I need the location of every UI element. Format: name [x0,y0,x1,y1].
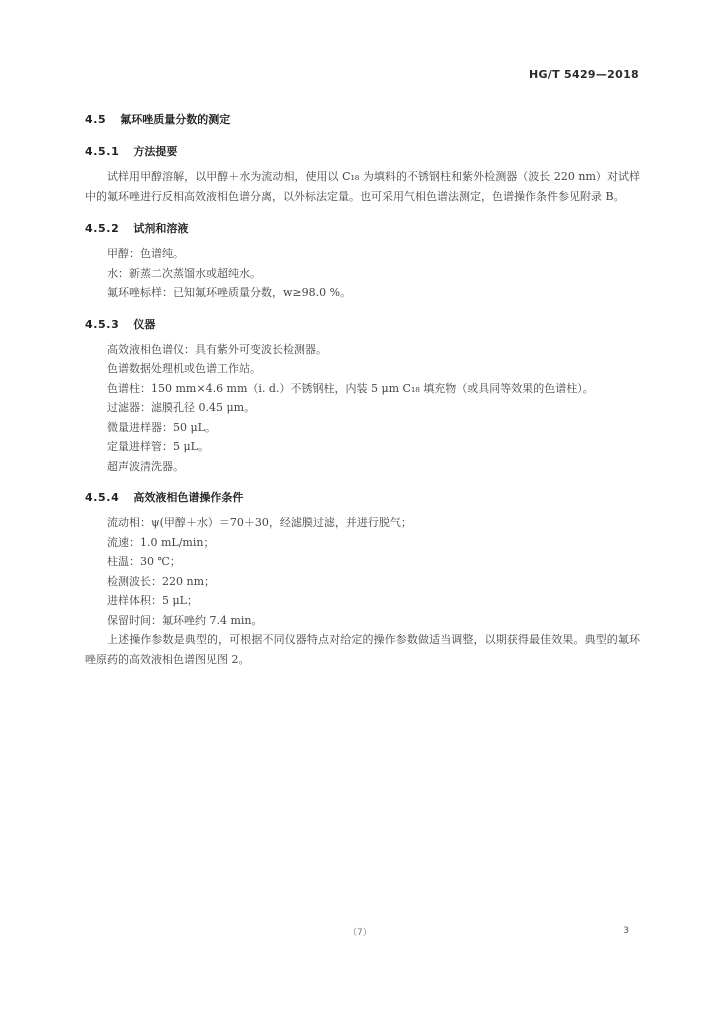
list-item: 流速：1.0 mL/min； [107,535,215,549]
section-heading-4-5 [85,110,640,130]
list-item: 流动相：ψ(甲醇＋水）＝70＋30，经滤膜过滤，并进行脱气； [107,516,412,529]
standard-number: HG/T 5429—2018 [528,68,639,81]
section-number: 4.5.2 [85,222,120,235]
list-item: 色谱数据处理机或色谱工作站。 [107,362,261,375]
footer-code: （7） [348,928,372,938]
section-title: 方法提要 [133,145,178,158]
list-item: 水：新蒸二次蒸馏水或超纯水。 [107,266,261,280]
list-item: 色谱柱：150 mm×4.6 mm（i. d.）不锈钢柱，内装 5 μm C₁₈ 填充物（或具同等效果的色谱柱）。 [107,381,594,395]
section-number: 4.5.3 [85,317,120,331]
list-item: 柱温：30 ℃； [107,555,181,568]
section-title: 高效液相色谱操作条件 [133,491,244,504]
list-item: 保留时间：氟环唑约 7.4 min。 [107,613,263,627]
list-item: 高效液相色谱仪：具有紫外可变波长检测器。 [107,342,327,356]
section-heading-4-5-2 [85,219,640,239]
section-number: 4.5 [85,113,107,126]
section-heading-4-5-4 [85,488,640,508]
document-body [85,100,640,670]
section-number: 4.5.1 [85,145,120,158]
section-heading-4-5-3 [85,315,640,335]
section-title: 氟环唑质量分数的测定 [120,113,231,126]
list-item: 氟环唑标样：已知氟环唑质量分数，w≥98.0 %。 [107,286,352,299]
reagents-list [85,244,640,303]
list-item: 超声波清洗器。 [107,459,184,473]
conditions-note-paragraph: 上述操作参数是典型的，可根据不同仪器特点对给定的操作参数做适当调整，以期获得最佳效果。典型的氟环唑原药的高效液相色谱图见图 2。 [85,633,640,666]
method-summary-paragraph: 试样用甲醇溶解，以甲醇＋水为流动相，使用以 C₁₈ 为填料的不锈钢柱和紫外检测器（波长 220 nm）对试样中的氟环唑进行反相高效液相色谱分离，以外标法定量。也可采用气相色谱法测定，色谱操作条件参见附录 B。 [85,170,640,203]
section-heading-4-5-1 [85,142,640,162]
list-item: 过滤器：滤膜孔径 0.45 μm。 [107,401,256,414]
list-item: 检测波长：220 nm； [107,574,216,588]
hplc-conditions-list [85,513,640,630]
list-item: 微量进样器：50 μL。 [107,420,216,434]
section-title: 仪器 [133,317,156,331]
page-number: 3 [623,926,629,936]
list-item: 甲醇：色谱纯。 [107,247,184,260]
section-number: 4.5.4 [85,491,120,504]
list-item: 定量进样管：5 μL。 [107,440,209,453]
section-title: 试剂和溶液 [133,222,189,235]
list-item: 进样体积：5 μL； [107,594,198,607]
instruments-list [85,340,640,477]
